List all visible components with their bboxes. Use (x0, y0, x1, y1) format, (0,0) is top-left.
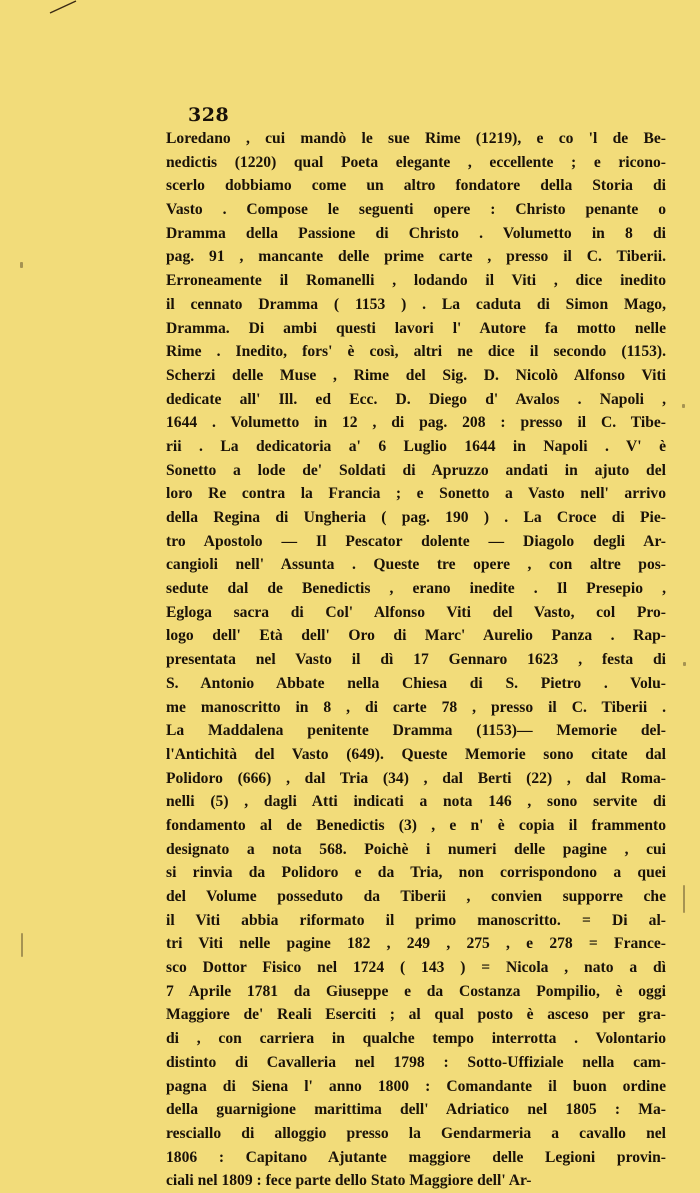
page-number: 328 (188, 104, 230, 126)
text-line: nelli (5) , dagli Atti indicati a nota 146 , sono servite di (166, 793, 666, 811)
text-line: Vasto . Compose le seguenti opere : Christo penante o (166, 201, 666, 219)
text-line: della guarnigione marittima dell' Adriatico nel 1805 : Ma- (166, 1101, 666, 1119)
text-line: rii . La dedicatoria a' 6 Luglio 1644 in Napoli . V' è (166, 437, 666, 455)
text-line: Dramma. Di ambi questi lavori l' Autore fa motto nelle (166, 319, 666, 337)
text-line: S. Antonio Abbate nella Chiesa di S. Pietro . Volu- (166, 674, 666, 692)
margin-mark (20, 262, 23, 268)
text-line: Sonetto a lode de' Soldati di Apruzzo andati in ajuto del (166, 461, 666, 479)
text-line: dedicate all' Ill. ed Ecc. D. Diego d' Avalos . Napoli , (166, 390, 666, 408)
text-line: si rinvia da Polidoro e da Tria, non corrispondono a quei (166, 864, 666, 882)
text-line: Rime . Inedito, fors' è così, altri ne dice il secondo (1153). (166, 343, 666, 361)
text-line: me manoscritto in 8 , di carte 78 , presso il C. Tiberii . (166, 698, 666, 716)
text-line: presentata nel Vasto il dì 17 Gennaro 1623 , festa di (166, 651, 666, 669)
text-line: Egloga sacra di Col' Alfonso Viti del Vasto, col Pro- (166, 603, 666, 621)
margin-mark (682, 404, 685, 408)
text-line: Maggiore de' Reali Eserciti ; al qual posto è asceso per gra- (166, 1006, 666, 1024)
text-line: Dramma della Passione di Christo . Volumetto in 8 di (166, 224, 666, 242)
text-line: Scherzi delle Muse , Rime del Sig. D. Nicolò Alfonso Viti (166, 366, 666, 384)
text-line: sco Dottor Fisico nel 1724 ( 143 ) = Nicola , nato a dì (166, 959, 666, 977)
text-line: Erroneamente il Romanelli , lodando il Viti , dice inedito (166, 272, 666, 290)
text-line: loro Re contra la Francia ; e Sonetto a Vasto nell' arrivo (166, 485, 666, 503)
text-line: resciallo di alloggio presso la Gendarmeria a cavallo nel (166, 1124, 666, 1142)
margin-mark (21, 933, 23, 957)
text-line: Polidoro (666) , dal Tria (34) , dal Berti (22) , dal Roma- (166, 769, 666, 787)
text-line: 1806 : Capitano Ajutante maggiore delle Legioni provin- (166, 1148, 666, 1166)
text-line: pagna di Siena l' anno 1800 : Comandante il buon ordine (166, 1077, 666, 1095)
text-line: il Viti abbia riformato il primo manoscritto. = Di al- (166, 911, 666, 929)
text-line: di , con carriera in qualche tempo interrotta . Volontario (166, 1030, 666, 1048)
text-line: 7 Aprile 1781 da Giuseppe e da Costanza Pompilio, è oggi (166, 982, 666, 1000)
text-line: scerlo dobbiamo come un altro fondatore della Storia di (166, 177, 666, 195)
text-line: logo dell' Età dell' Oro di Marc' Aurelio Panza . Rap- (166, 627, 666, 645)
text-line: ciali nel 1809 : fece parte dello Stato Maggiore dell' Ar- (166, 1172, 532, 1190)
text-line: della Regina di Ungheria ( pag. 190 ) . La Croce di Pie- (166, 509, 666, 526)
text-line: sedute dal de Benedictis , erano inedite . Il Presepio , (166, 580, 666, 598)
text-line: nedictis (1220) qual Poeta elegante , eccellente ; e ricono- (166, 153, 666, 171)
text-line: distinto di Cavalleria nel 1798 : Sotto-Uffiziale nella cam- (166, 1053, 666, 1071)
text-line: 1644 . Volumetto in 12 , di pag. 208 : presso il C. Tibe- (166, 414, 666, 432)
text-line: tri Viti nelle pagine 182 , 249 , 275 , e 278 = France- (166, 935, 666, 953)
body-text (166, 127, 666, 1193)
corner-pen-mark (48, 0, 78, 14)
text-line: fondamento al de Benedictis (3) , e n' è copia il frammento (166, 816, 666, 834)
text-line: Loredano , cui mandò le sue Rime (1219), e co 'l de Be- (166, 130, 666, 147)
text-line: designato a nota 568. Poichè i numeri delle pagine , cui (166, 840, 666, 858)
text-line: tro Apostolo — Il Pescator dolente — Diagolo degli Ar- (166, 532, 666, 550)
margin-mark (683, 662, 686, 666)
text-line: pag. 91 , mancante delle prime carte , presso il C. Tiberii. (166, 248, 666, 266)
text-line: cangioli nell' Assunta . Queste tre opere , con altre pos- (166, 556, 666, 574)
text-line: del Volume posseduto da Tiberii , convien supporre che (166, 888, 666, 905)
text-line: La Maddalena penitente Dramma (1153)— Memorie del- (166, 722, 666, 740)
text-line: l'Antichità del Vasto (649). Queste Memorie sono citate dal (166, 745, 666, 763)
margin-mark (683, 885, 685, 913)
text-line: il cennato Dramma ( 1153 ) . La caduta di Simon Mago, (166, 295, 666, 313)
